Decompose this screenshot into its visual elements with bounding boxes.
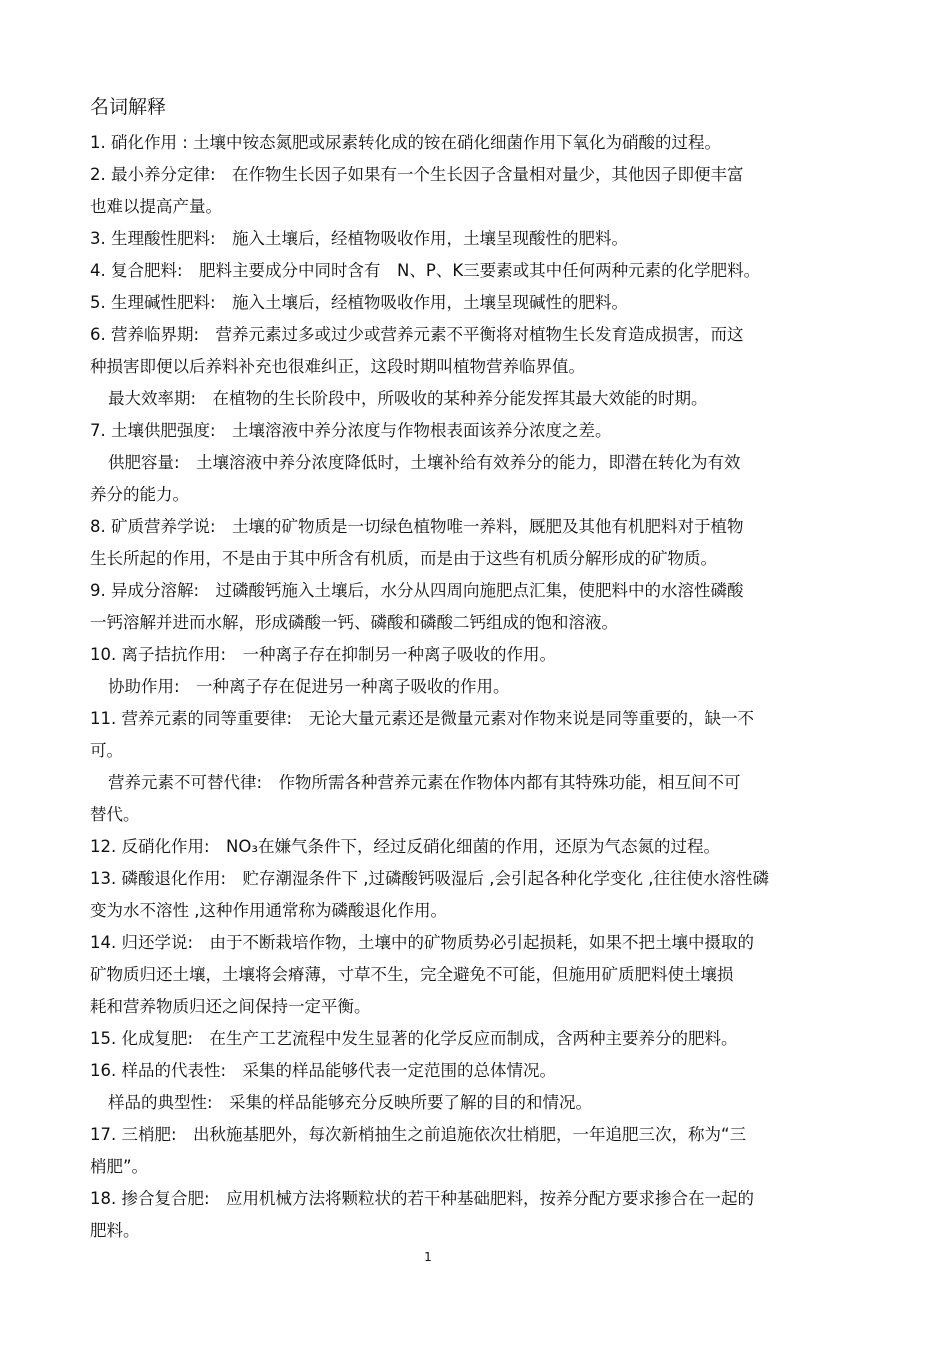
- definition-line: 肥料。: [90, 1221, 140, 1240]
- definition-line: 9. 异成分溶解: 过磷酸钙施入土壤后，水分从四周向施肥点汇集，使肥料中的水溶性磷酸: [90, 581, 744, 600]
- definition-line: 10. 离子拮抗作用: 一种离子存在抑制另一种离子吸收的作用。: [90, 645, 557, 664]
- definition-line: 供肥容量: 土壤溶液中养分浓度降低时，土壤补给有效养分的能力，即潜在转化为有效: [108, 453, 741, 472]
- definition-line: 3. 生理酸性肥料: 施入土壤后，经植物吸收作用，土壤呈现酸性的肥料。: [90, 229, 629, 248]
- definition-line: 生长所起的作用，不是由于其中所含有机质，而是由于这些有机质分解形成的矿物质。: [90, 549, 717, 568]
- definition-line: 耗和营养物质归还之间保持一定平衡。: [90, 997, 371, 1016]
- definition-line: 5. 生理碱性肥料: 施入土壤后，经植物吸收作用，土壤呈现碱性的肥料。: [90, 293, 629, 312]
- definition-line: 样品的典型性: 采集的样品能够充分反映所要了解的目的和情况。: [108, 1093, 593, 1112]
- definition-line: 17. 三梢肥: 出秋施基肥外，每次新梢抽生之前追施依次壮梢肥，一年追肥三次，称为“三: [90, 1125, 747, 1144]
- definition-line: 种损害即便以后养料补充也很难纠正，这段时期叫植物营养临界值。: [90, 357, 585, 376]
- definition-line: 协助作用: 一种离子存在促进另一种离子吸收的作用。: [108, 677, 510, 696]
- definition-line: 替代。: [90, 805, 140, 824]
- definition-line: 4. 复合肥料: 肥料主要成分中同时含有 N、P、K三要素或其中任何两种元素的化学肥料。: [90, 261, 761, 280]
- definition-line: 1. 硝化作用 : 土壤中铵态氮肥或尿素转化成的铵在硝化细菌作用下氧化为硝酸的过程。: [90, 133, 722, 152]
- section-heading: 名词解释: [90, 96, 167, 118]
- definition-line: 6. 营养临界期: 营养元素过多或过少或营养元素不平衡将对植物生长发育造成损害，而这: [90, 325, 744, 344]
- definition-line: 一钙溶解并进而水解，形成磷酸一钙、磷酸和磷酸二钙组成的饱和溶液。: [90, 613, 618, 632]
- definition-line: 可。: [90, 741, 123, 760]
- definition-line: 2. 最小养分定律: 在作物生长因子如果有一个生长因子含量相对量少，其他因子即便丰富: [90, 165, 744, 184]
- definition-line: 18. 掺合复合肥: 应用机械方法将颗粒状的若干种基础肥料，按养分配方要求掺合在一起的: [90, 1189, 755, 1208]
- definition-line: 养分的能力。: [90, 485, 189, 504]
- definition-line: 最大效率期: 在植物的生长阶段中，所吸收的某种养分能发挥其最大效能的时期。: [108, 389, 708, 408]
- definition-line: 11. 营养元素的同等重要律: 无论大量元素还是微量元素对作物来说是同等重要的，缺一不: [90, 709, 755, 728]
- definition-line: 8. 矿质营养学说: 土壤的矿物质是一切绿色植物唯一养料，厩肥及其他有机肥料对于植物: [90, 517, 744, 536]
- definition-line: 也难以提高产量。: [90, 197, 222, 216]
- definition-line: 15. 化成复肥: 在生产工艺流程中发生显著的化学反应而制成，含两种主要养分的肥料。: [90, 1029, 738, 1048]
- definition-line: 14. 归还学说: 由于不断栽培作物，土壤中的矿物质势必引起损耗，如果不把土壤中摄取的: [90, 933, 755, 952]
- page-number: 1: [424, 1250, 432, 1264]
- definition-line: 矿物质归还土壤，土壤将会瘠薄，寸草不生，完全避免不可能，但施用矿质肥料使土壤损: [90, 965, 734, 984]
- definition-line: 7. 土壤供肥强度: 土壤溶液中养分浓度与作物根表面该养分浓度之差。: [90, 421, 612, 440]
- definition-line: 13. 磷酸退化作用: 贮存潮湿条件下 ,过磷酸钙吸湿后 ,会引起各种化学变化 ,往往使水溶性磷: [90, 869, 770, 888]
- definition-line: 营养元素不可替代律: 作物所需各种营养元素在作物体内都有其特殊功能，相互间不可: [108, 773, 741, 792]
- definition-line: 梢肥”。: [90, 1157, 149, 1176]
- definition-line: 变为水不溶性 ,这种作用通常称为磷酸退化作用。: [90, 901, 447, 920]
- definition-line: 16. 样品的代表性: 采集的样品能够代表一定范围的总体情况。: [90, 1061, 557, 1080]
- definition-line: 12. 反硝化作用: NO₃在嫌气条件下，经过反硝化细菌的作用，还原为气态氮的过程。: [90, 837, 720, 856]
